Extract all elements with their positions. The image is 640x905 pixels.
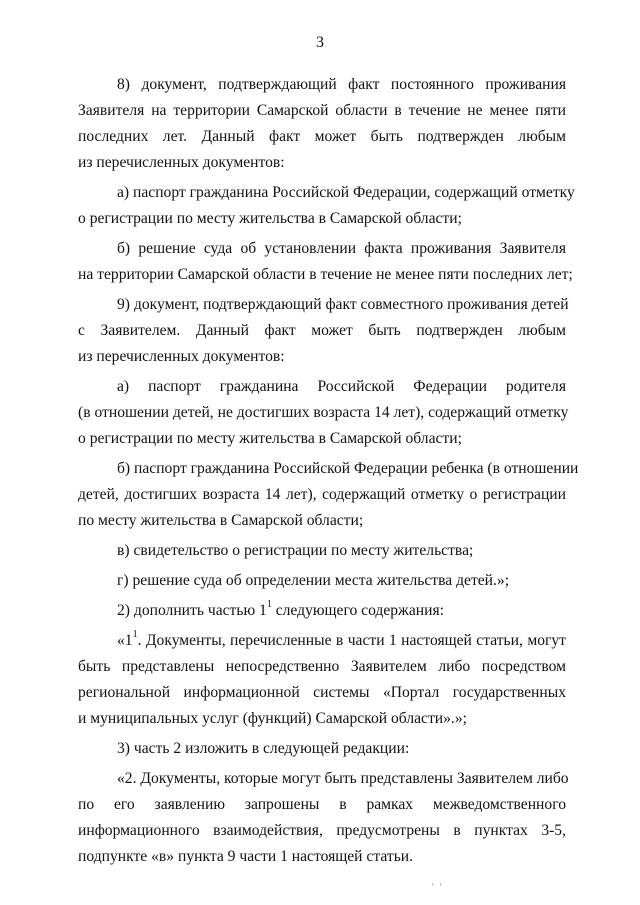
text-fragment: . Документы, перечисленные в части 1 настоящей статьи, могут bbox=[137, 632, 566, 649]
paragraph-subitem-b bbox=[78, 456, 579, 534]
text-line: подпункте «в» пункта 9 части 1 настоящей статьи. bbox=[78, 848, 414, 865]
text-line: и муниципальных услуг (функций) Самарской области».»; bbox=[78, 710, 467, 727]
document-body bbox=[78, 72, 579, 870]
text-line: региональной информационной системы «Портал государственных bbox=[78, 684, 566, 701]
text-line: с Заявителем. Данный факт может быть подтвержден любым bbox=[78, 322, 566, 339]
paragraph-subitem-a bbox=[78, 374, 569, 452]
scan-mark: ' ' bbox=[432, 882, 444, 892]
text-line: «2. Документы, которые могут быть представлены Заявителем либо bbox=[117, 770, 569, 787]
text-line: б) паспорт гражданина Российской Федерации ребенка (в отношении bbox=[117, 460, 579, 477]
text-line: 9) документ, подтверждающий факт совместного проживания детей bbox=[117, 296, 569, 313]
text-line: по месту жительства в Самарской области; bbox=[78, 512, 364, 529]
text-line: а) паспорт гражданина Российской Федерации родителя bbox=[117, 378, 566, 395]
text-line: детей, достигших возраста 14 лет), содержащий отметку о регистрации bbox=[78, 486, 566, 503]
paragraph-part-1-1 bbox=[78, 628, 566, 732]
text-line: быть представлены непосредственно Заявителем либо посредством bbox=[78, 658, 566, 675]
text-line: б) решение суда об установлении факта проживания Заявителя bbox=[117, 240, 566, 257]
superscript: 1 bbox=[266, 598, 272, 610]
text-line: а) паспорт гражданина Российской Федерации, содержащий отметку bbox=[117, 184, 575, 201]
text-line: по его заявлению запрошены в рамках межведомственного bbox=[78, 796, 566, 813]
paragraph-subitem-b bbox=[78, 236, 573, 288]
text-line: г) решение суда об определении места жительства детей.»; bbox=[117, 572, 510, 589]
paragraph-subitem-a bbox=[78, 180, 575, 232]
paragraph-amendment-2 bbox=[78, 598, 566, 624]
paragraph-subitem-g bbox=[78, 568, 566, 594]
text-fragment: следующего содержания: bbox=[271, 602, 444, 619]
text-line: о регистрации по месту жительства в Самарской области; bbox=[78, 430, 462, 447]
text-line: из перечисленных документов: bbox=[78, 154, 285, 171]
text-line: 8) документ, подтверждающий факт постоянного проживания bbox=[117, 76, 566, 93]
page-number: 3 bbox=[316, 34, 324, 51]
text-line: (в отношении детей, не достигших возраста 14 лет), содержащий отметку bbox=[78, 404, 569, 421]
paragraph-part-2 bbox=[78, 766, 569, 870]
text-line: 3) часть 2 изложить в следующей редакции: bbox=[117, 740, 410, 757]
paragraph-item-9 bbox=[78, 292, 569, 370]
text-fragment: «1 bbox=[117, 632, 133, 649]
text-line: последних лет. Данный факт может быть подтвержден любым bbox=[78, 128, 566, 145]
paragraph-amendment-3 bbox=[78, 736, 566, 762]
paragraph-item-8 bbox=[78, 72, 566, 176]
text-line: Заявителя на территории Самарской области в течение не менее пяти bbox=[78, 102, 566, 119]
text-line: на территории Самарской области в течение не менее пяти последних лет; bbox=[78, 266, 573, 283]
superscript: 1 bbox=[132, 628, 138, 640]
text-line: о регистрации по месту жительства в Самарской области; bbox=[78, 210, 462, 227]
text-fragment: 2) дополнить частью 1 bbox=[117, 602, 267, 619]
text-line: информационного взаимодействия, предусмотрены в пунктах 3-5, bbox=[78, 822, 566, 839]
text-line bbox=[78, 628, 566, 654]
text-line: в) свидетельство о регистрации по месту жительства; bbox=[117, 542, 474, 559]
paragraph-subitem-v bbox=[78, 538, 566, 564]
text-line: из перечисленных документов: bbox=[78, 348, 285, 365]
text-line bbox=[78, 598, 566, 624]
